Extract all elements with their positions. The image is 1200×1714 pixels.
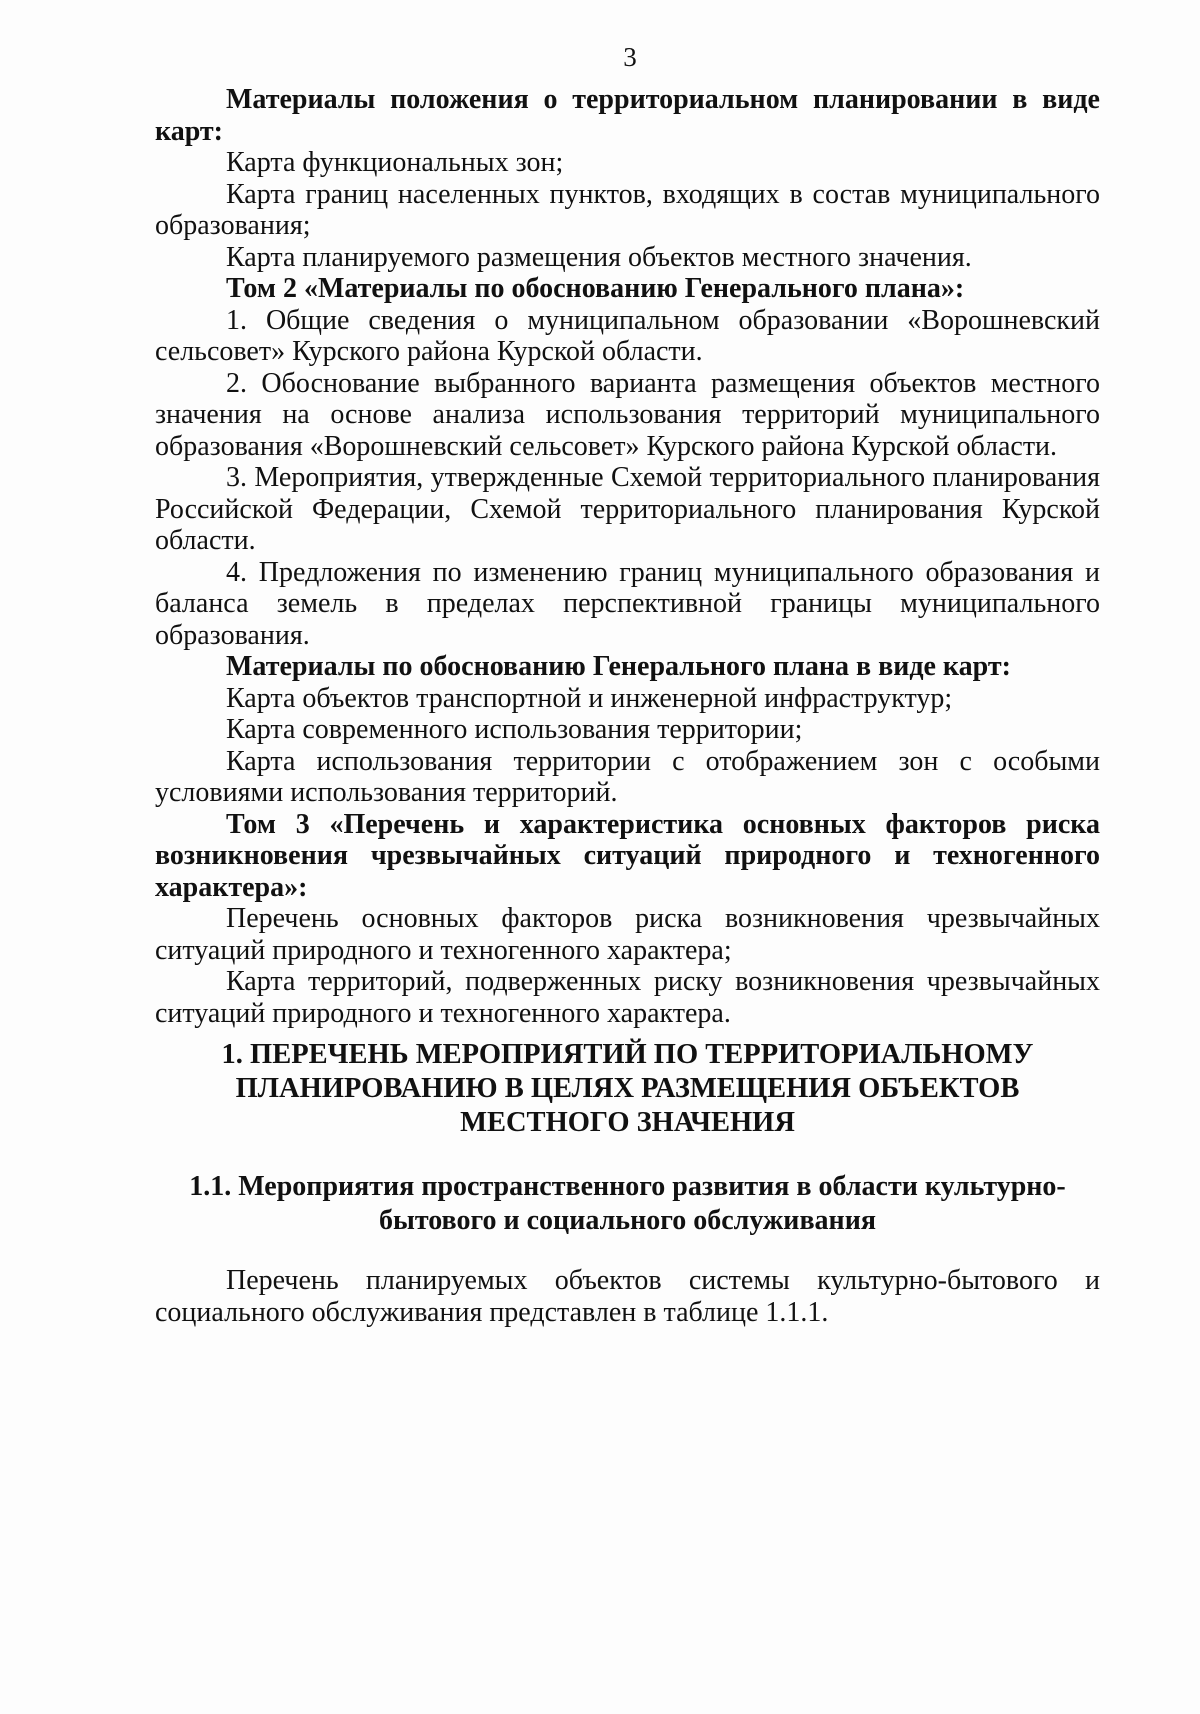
section-heading-line: 1. ПЕРЕЧЕНЬ МЕРОПРИЯТИЙ ПО ТЕРРИТОРИАЛЬНОМУ <box>221 1039 1034 1070</box>
paragraph: Карта планируемого размещения объектов местного значения. <box>226 241 972 273</box>
sub-heading-line: бытового и социального обслуживания <box>379 1205 876 1236</box>
paragraph: Том 2 «Материалы по обоснованию Генерального плана»: <box>226 273 965 304</box>
paragraph: Том 3 «Перечень и характеристика основных факторов риска возникновения чрезвычайных ситуаций природного и техногенного характера»: <box>155 808 1100 903</box>
paragraph: Карта функциональных зон; <box>226 147 564 178</box>
closing-block <box>155 1265 1100 1328</box>
page-number: 3 <box>623 42 637 72</box>
paragraph: 2. Обоснование выбранного варианта размещения объектов местного значения на основе анализа использования территорий муниципального образования «Ворошневский сельсовет» Курского района Курской области. <box>155 367 1100 462</box>
sub-heading-line: 1.1. Мероприятия пространственного развития в области культурно- <box>189 1171 1066 1202</box>
closing-paragraph: Перечень планируемых объектов системы культурно-бытового и социального обслуживания представлен в таблице 1.1.1. <box>155 1265 1100 1328</box>
paragraph: Карта использования территории с отображением зон с особыми условиями использования территорий. <box>155 745 1100 808</box>
paragraph: 4. Предложения по изменению границ муниципального образования и баланса земель в пределах перспективной границы муниципального образования. <box>155 556 1100 651</box>
paragraph: 1. Общие сведения о муниципальном образовании «Ворошневский сельсовет» Курского района Курской области. <box>155 304 1100 367</box>
paragraph: 3. Мероприятия, утвержденные Схемой территориального планирования Российской Федерации, Схемой территориального планирования Курской области. <box>155 462 1100 556</box>
document-body <box>155 84 1100 1029</box>
paragraph: Карта границ населенных пунктов, входящих в состав муниципального образования; <box>155 178 1100 241</box>
paragraph: Карта территорий, подверженных риску возникновения чрезвычайных ситуаций природного и техногенного характера. <box>155 966 1100 1029</box>
paragraph: Материалы положения о территориальном планировании в виде карт: <box>155 84 1100 147</box>
section-heading-line: МЕСТНОГО ЗНАЧЕНИЯ <box>460 1107 795 1138</box>
section-heading-line: ПЛАНИРОВАНИЮ В ЦЕЛЯХ РАЗМЕЩЕНИЯ ОБЪЕКТОВ <box>235 1073 1020 1104</box>
paragraph: Карта современного использования территории; <box>226 714 803 745</box>
paragraph: Материалы по обоснованию Генерального плана в виде карт: <box>226 651 1011 682</box>
paragraph: Перечень основных факторов риска возникновения чрезвычайных ситуаций природного и техногенного характера; <box>155 903 1100 966</box>
paragraph: Карта объектов транспортной и инженерной инфраструктур; <box>226 682 953 714</box>
